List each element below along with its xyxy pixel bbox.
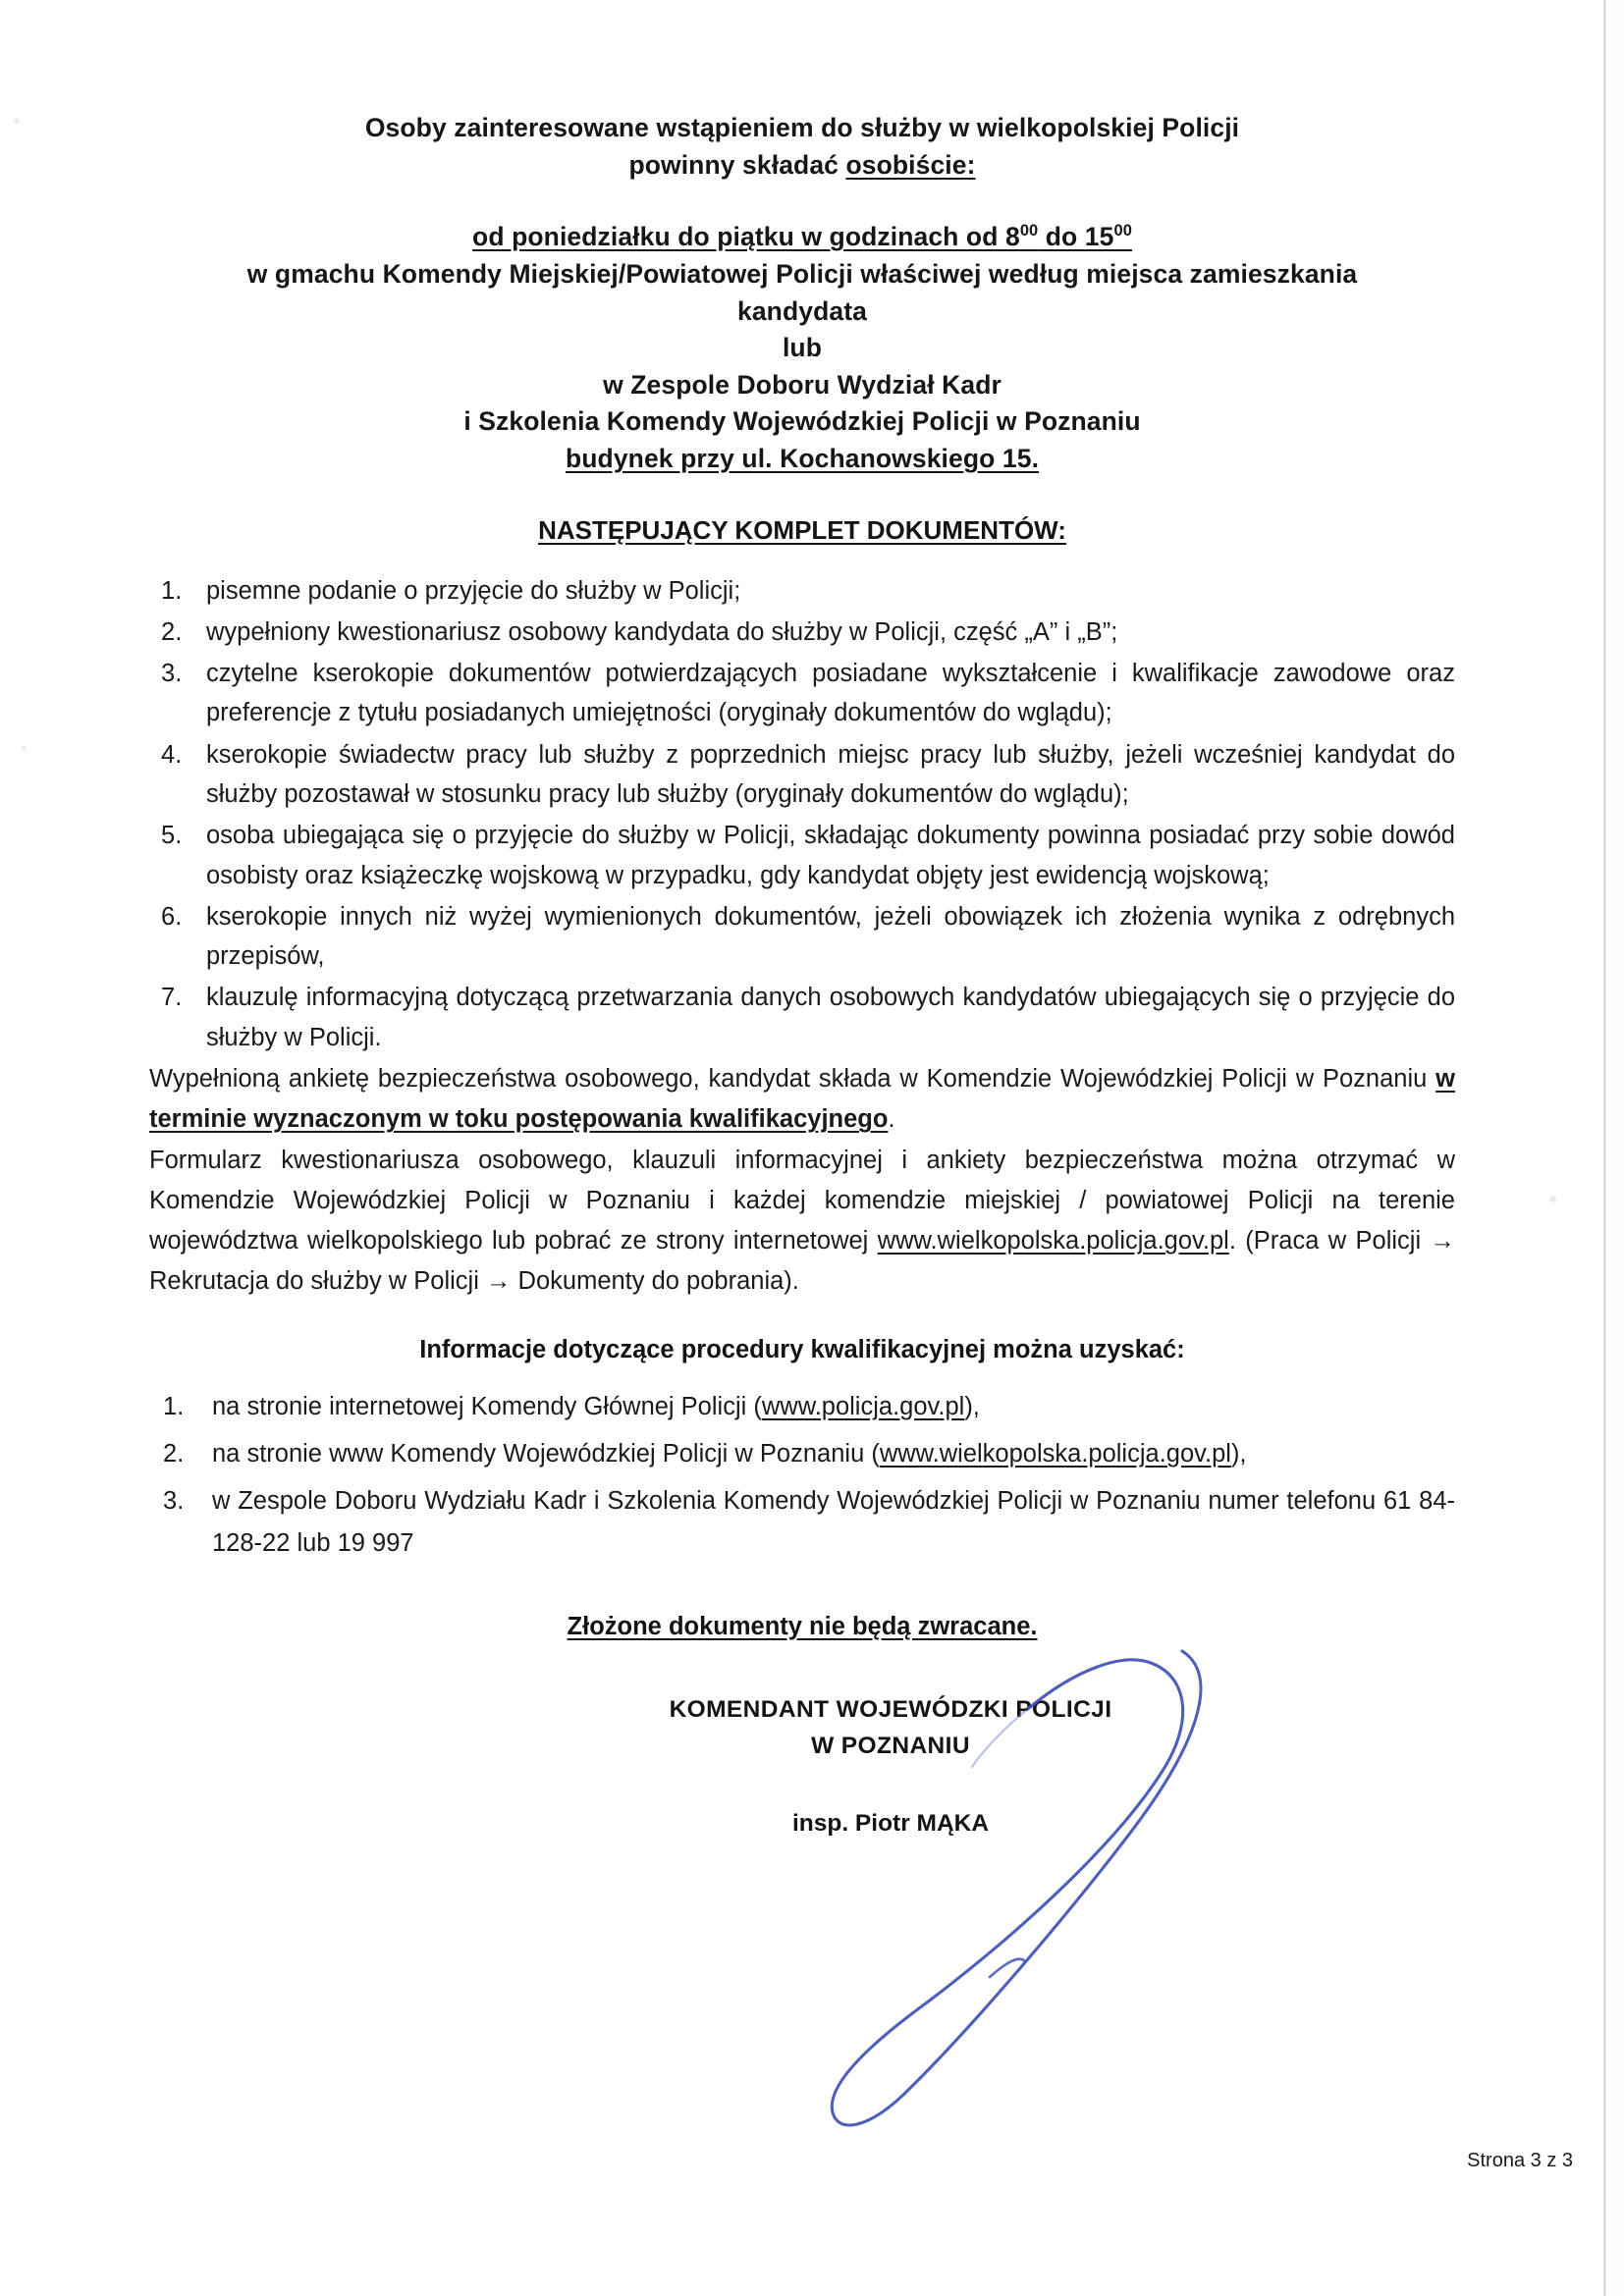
scan-edge-line [1603,0,1606,2296]
office-hours-prefix: od poniedziałku do piątku w godzinach od 8 [472,222,1020,252]
list-item [149,1386,1455,1427]
header-line-1: Osoby zainteresowane wstąpieniem do służby w wielkopolskiej Policji [364,113,1240,142]
wielkopolska-police-link[interactable]: www.wielkopolska.policja.gov.pl [877,1227,1229,1255]
scan-speck [1549,1196,1556,1202]
paragraph-2-end: . (Praca w Policji → Rekrutacja do służby w Policji → Dokumenty do pobrania). [149,1227,1456,1296]
list-item: wypełniony kwestionariusz osobowy kandydata do służby w Policji, część „A” i „B”; [206,617,1118,646]
office-hours-sup-start: 00 [1019,222,1039,240]
header-line-2 [149,147,1455,185]
forms-availability-paragraph [149,1141,1455,1303]
place-line-2: kandydata [737,295,867,326]
paragraph-1-emphasis: w terminie wyznaczonym w toku postępowania kwalifikacyjnego [149,1065,1455,1134]
list-item: kserokopie innych niż wyżej wymienionych dokumentów, jeżeli obowiązek ich złożenia wynika z odrębnych przepisów, [206,902,1455,971]
signature-title-line-2: W POZNANIU [811,1732,970,1759]
paragraph-1-end: . [888,1105,895,1134]
security-questionnaire-paragraph [149,1059,1455,1141]
policja-gov-pl-link[interactable]: www.policja.gov.pl [761,1392,965,1420]
info-item-1-prefix: na stronie internetowej Komendy Głównej Policji ( [212,1392,762,1420]
place-line-3: w Zespole Doboru Wydział Kadr [603,369,1001,400]
header-hours-and-place [149,219,1455,477]
scan-speck [14,118,20,124]
required-documents-list [149,571,1455,1057]
signature-title-line-1: KOMENDANT WOJEWÓDZKI POLICJI [669,1696,1112,1724]
list-item: czytelne kserokopie dokumentów potwierdzających posiadane wykształcenie i kwalifikacje zawodowe oraz preferencje z tytułu posiadanych umiejętności (oryginały dokumentów do wglądu); [206,660,1455,727]
place-line-1: w gmachu Komendy Miejskiej/Powiatowej Policji właściwej według miejsca zamieszkania [246,258,1358,289]
place-line-4: i Szkolenia Komendy Wojewódzkiej Policji w Poznaniu [463,406,1141,437]
info-item-1-suffix: ), [964,1392,980,1420]
information-section-title: Informacje dotyczące procedury kwalifikacyjnej można uzyskać: [419,1335,1185,1363]
scan-right-margin [1606,0,1624,2296]
list-item: klauzulę informacyjną dotyczącą przetwarzania danych osobowych kandydatów ubiegających się o przyjęcie do służby w Policji. [206,984,1455,1051]
header-intro [149,110,1455,184]
paragraph-2-start: Formularz kwestionariusza osobowego, klauzuli informacyjnej i ankiety bezpieczeństwa można otrzymać w Komendzie Wojewódzkiej Policji w Poznaniu i każdej komendzie miejskiej / powiatowej Policji na terenie województwa wielkopolskiego lub pobrać ze strony internetowej [149,1146,1455,1255]
info-item-2-prefix: na stronie www Komendy Wojewódzkiej Policji w Poznaniu ( [212,1440,880,1468]
list-item [149,1480,1455,1564]
documents-not-returned-note: Złożone dokumenty nie będą zwracane. [567,1613,1038,1641]
wielkopolska-policja-gov-pl-link[interactable]: www.wielkopolska.policja.gov.pl [879,1440,1231,1468]
office-hours-underlined [472,222,1132,251]
document-body [149,0,1455,1838]
list-item: pisemne podanie o przyjęcie do służby w Policji; [206,576,741,605]
office-hours-mid: do 15 [1038,222,1114,252]
list-item: kserokopie świadectw pracy lub służby z poprzednich miejsc pracy lub służby, jeżeli wcześniej kandydat do służby pozostawał w stosunku pracy lub służby (oryginały dokumentów do wglądu); [206,740,1455,809]
alternative-conjunction: lub [782,333,823,363]
list-item [149,1433,1455,1474]
scan-speck [22,746,27,751]
office-hours-line [149,219,1455,256]
header-line-2-plain: powinny składać [628,149,846,180]
paragraph-1-start: Wypełnioną ankietę bezpieczeństwa osobowego, kandydat składa w Komendzie Wojewódzkiej Policji w Poznaniu [149,1065,1436,1093]
documents-section-title: NASTĘPUJĄCY KOMPLET DOKUMENTÓW: [538,514,1066,545]
place-address: budynek przy ul. Kochanowskiego 15. [565,444,1040,473]
header-line-2-underlined: osobiście: [845,149,976,180]
page-number-footer: Strona 3 z 3 [1467,2150,1573,2171]
office-hours-sup-end: 00 [1113,222,1132,240]
signature-block [149,1692,1455,1838]
list-item: osoba ubiegająca się o przyjęcie do służby w Policji, składając dokumenty powinna posiadać przy sobie dowód osobisty oraz książeczkę wojskową w przypadku, gdy kandydat objęty jest ewidencją wojskową; [206,822,1455,889]
signature-name: insp. Piotr MĄKA [791,1809,990,1837]
info-item-2-suffix: ), [1230,1440,1247,1468]
information-sources-list [149,1386,1455,1564]
info-item-3-text: w Zespole Doboru Wydziału Kadr i Szkolenia Komendy Wojewódzkiej Policji w Poznaniu numer telefonu 61 84-128-22 lub 19 997 [212,1487,1455,1557]
